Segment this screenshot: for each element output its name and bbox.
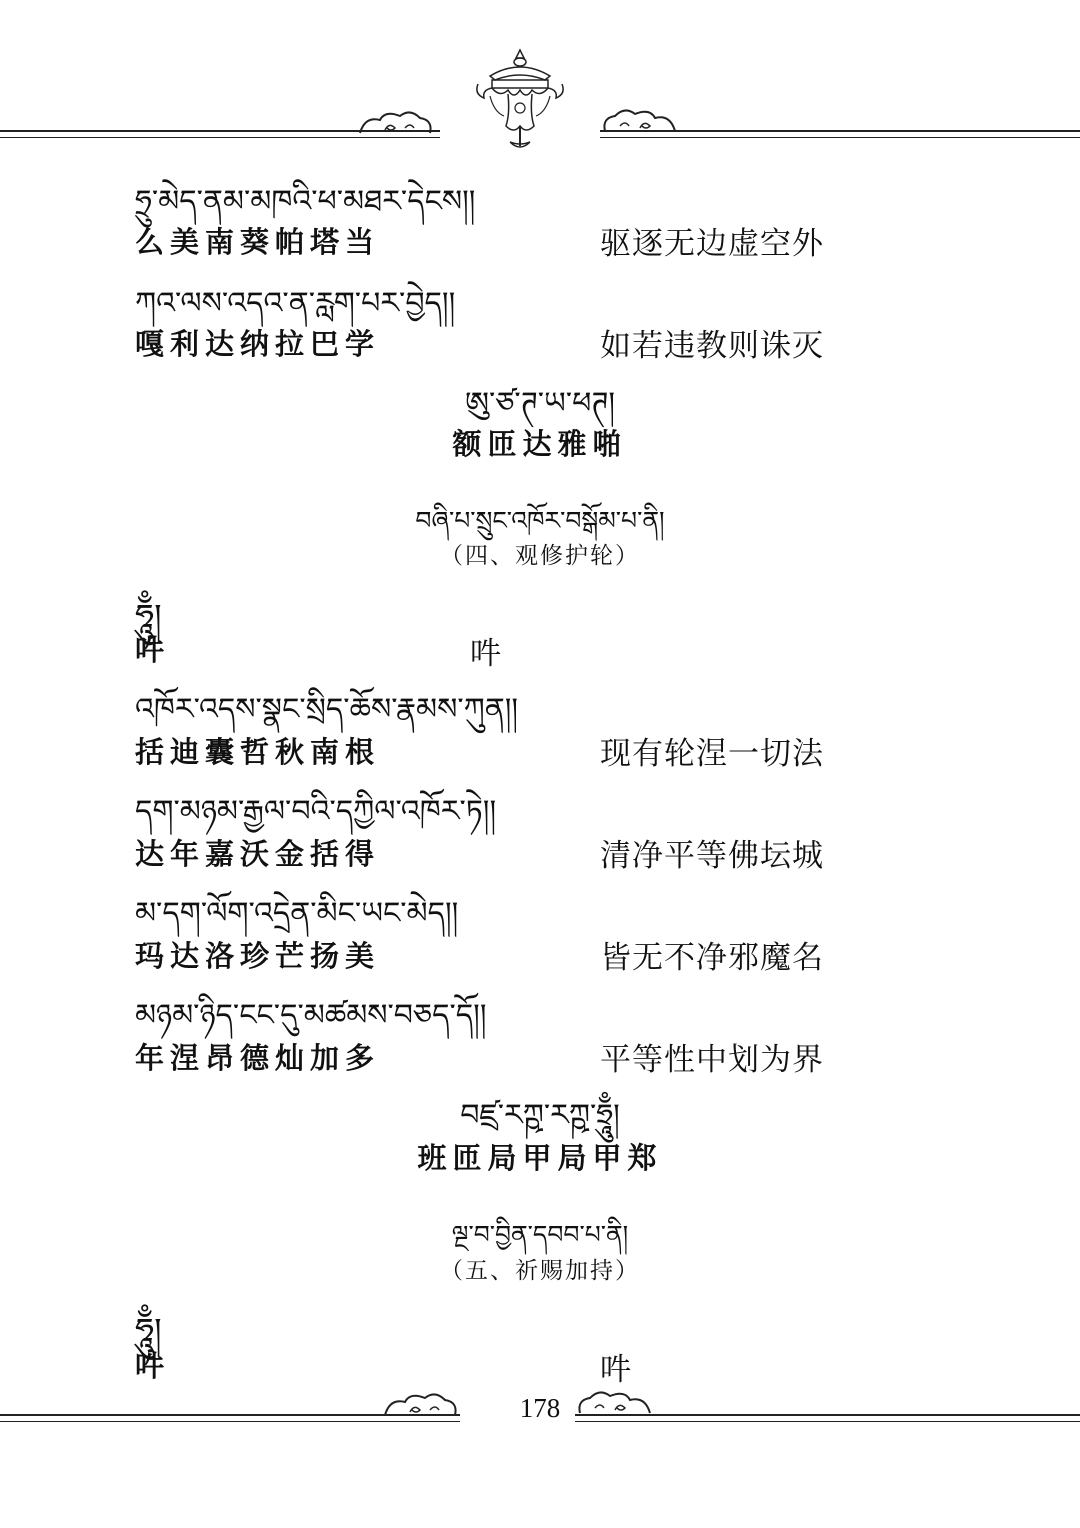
verse-translation: 驱逐无边虚空外 <box>600 226 824 261</box>
hum-translation: 吽 <box>470 636 502 671</box>
verse-translation: 清净平等佛坛城 <box>600 838 824 873</box>
verse-tibetan: མཉམ་ཉིད་ངང་དུ་མཚམས་བཅད་དོ།། <box>135 998 487 1033</box>
verse-phonetic: 玛达洛珍芒扬美 <box>135 939 381 973</box>
verse-phonetic: 嘎利达纳拉巴学 <box>135 327 381 361</box>
verse-phonetic: 年涅昂德灿加多 <box>135 1041 381 1075</box>
hum-tibetan: ཧཱུྃ། <box>135 597 162 637</box>
section-heading-chinese: （五、祈赐加持） <box>440 1258 640 1283</box>
verse-translation: 平等性中划为界 <box>600 1042 824 1077</box>
verse-translation: 现有轮涅一切法 <box>600 736 824 771</box>
hum-translation: 吽 <box>600 1352 632 1387</box>
mantra-tibetan: ཨུ་ཙ་ཊ་ཡ་ཕཊ། <box>464 386 616 421</box>
verse-tibetan: མ་དག་ལོག་འདྲེན་མིང་ཡང་མེད།། <box>135 896 459 931</box>
verse-tibetan: འཁོར་འདས་སྣང་སྲིད་ཆོས་རྣམས་ཀུན།། <box>135 692 519 727</box>
hum-phonetic: 吽 <box>135 1349 171 1383</box>
verse-phonetic: 括迪囊哲秋南根 <box>135 735 381 769</box>
section-heading-tibetan: བཞི་པ་སྲུང་འཁོར་བསྒོམ་པ་ནི། <box>415 506 665 535</box>
section-heading-chinese: （四、观修护轮） <box>440 543 640 568</box>
verse-translation: 皆无不净邪魔名 <box>600 940 824 975</box>
verse-phonetic: 么美南葵帕塔当 <box>135 225 381 259</box>
verse-tibetan: ཀའ་ལས་འདའ་ན་རླག་པར་བྱེད།། <box>135 286 456 321</box>
hum-tibetan: ཧཱུྃ། <box>135 1311 162 1351</box>
page-number: 178 <box>519 1393 561 1423</box>
top-rule-right-thin <box>600 137 1080 138</box>
verse-phonetic: 达年嘉沃金括得 <box>135 837 381 871</box>
mantra-phonetic: 班匝局甲局甲郑 <box>417 1141 663 1175</box>
hum-phonetic: 吽 <box>135 633 171 667</box>
cloud-ornament-icon <box>355 108 435 138</box>
mantra-tibetan: བཛྲ་རཀྵ་རཀྵ་ཧྲཱུྃ། <box>460 1098 620 1133</box>
verse-translation: 如若违教则诛灭 <box>600 328 824 363</box>
verse-tibetan: ཧྲུ་མེད་ནམ་མཁའི་ཕ་མཐར་དེངས།། <box>135 184 476 219</box>
section-heading-tibetan: ལྔ་བ་བྱིན་དབབ་པ་ནི། <box>451 1220 629 1249</box>
cloud-ornament-icon <box>600 106 680 136</box>
mantra-phonetic: 额匝达雅啪 <box>452 427 628 461</box>
parasol-emblem-icon <box>470 48 570 153</box>
verse-tibetan: དག་མཉམ་རྒྱལ་བའི་དཀྱིལ་འཁོར་ཏེ།། <box>135 794 497 829</box>
